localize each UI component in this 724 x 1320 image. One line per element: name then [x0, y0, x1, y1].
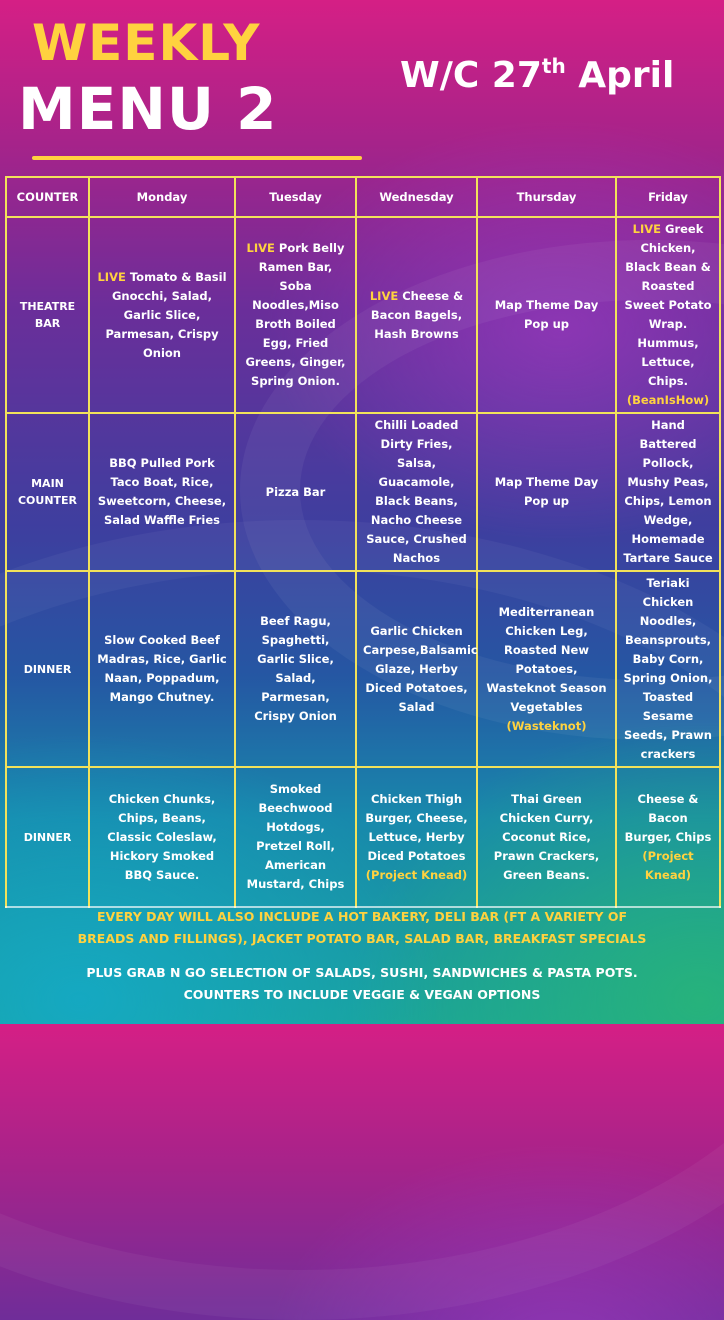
footer-line: COUNTERS TO INCLUDE VEGGIE & VEGAN OPTIONS — [183, 987, 541, 1002]
project-note: (Project Knead) — [365, 867, 468, 882]
cell-theatre-bar-friday: LIVE Greek Chicken, Black Bean & Roasted Sweet Potato Wrap. Hummus, Lettuce, Chips. (BeanIsHow) — [616, 217, 720, 413]
table-row — [6, 767, 720, 907]
cell-main-counter-thursday: Map Theme Day Pop up — [477, 413, 616, 571]
cell-theatre-bar-tuesday: LIVE Pork Belly Ramen Bar, Soba Noodles,Miso Broth Boiled Egg, Fried Greens, Ginger, Spring Onion. — [235, 217, 356, 413]
cell-main-counter-wednesday: Chilli Loaded Dirty Fries, Salsa, Guacamole, Black Beans, Nacho Cheese Sauce, Crushed Nachos — [356, 413, 477, 571]
live-tag: LIVE — [246, 241, 275, 255]
week-commencing — [400, 54, 675, 96]
cell-theatre-bar-monday: LIVE Tomato & Basil Gnocchi, Salad, Garlic Slice, Parmesan, Crispy Onion — [89, 217, 235, 413]
table-row — [6, 571, 720, 767]
column-header-tuesday: Tuesday — [235, 177, 356, 217]
week-ordinal: th — [541, 54, 566, 78]
column-header-thursday: Thursday — [477, 177, 616, 217]
cell-dinner2-thursday: Thai Green Chicken Curry, Coconut Rice, Prawn Crackers, Green Beans. — [477, 767, 616, 907]
column-header-wednesday: Wednesday — [356, 177, 477, 217]
cell-dinner-wednesday: Garlic Chicken Carpese,Balsamic Glaze, Herby Diced Potatoes, Salad — [356, 571, 477, 767]
week-date: W/C 27 — [400, 55, 542, 96]
cell-dinner-monday: Slow Cooked Beef Madras, Rice, Garlic Naan, Poppadum, Mango Chutney. — [89, 571, 235, 767]
header-row — [6, 177, 720, 217]
project-note: (Project Knead) — [642, 848, 694, 882]
week-month: April — [565, 55, 675, 96]
title-menu: MENU 2 — [18, 75, 278, 143]
menu-table — [5, 176, 721, 908]
table-row — [6, 413, 720, 571]
row-label-dinner: DINNER — [6, 571, 89, 767]
cell-dinner2-friday: Cheese & Bacon Burger, Chips (Project Knead) — [616, 767, 720, 907]
live-tag: LIVE — [369, 288, 399, 303]
title-underline — [32, 156, 362, 160]
cell-theatre-bar-thursday: Map Theme Day Pop up — [477, 217, 616, 413]
cell-dinner-thursday: Mediterranean Chicken Leg, Roasted New Potatoes, Wasteknot Season Vegetables (Wasteknot) — [477, 571, 616, 767]
footer-daily-offer — [0, 906, 724, 950]
footer-line: EVERY DAY WILL ALSO INCLUDE A HOT BAKERY, DELI BAR (FT A VARIETY OF — [97, 909, 627, 924]
cell-dinner2-wednesday: Chicken Thigh Burger, Cheese, Lettuce, Herby Diced Potatoes (Project Knead) — [356, 767, 477, 907]
row-label-main-counter: MAIN COUNTER — [6, 413, 89, 571]
live-tag: LIVE — [97, 269, 126, 284]
cell-theatre-bar-wednesday: LIVE Cheese & Bacon Bagels, Hash Browns — [356, 217, 477, 413]
column-header-friday: Friday — [616, 177, 720, 217]
cell-main-counter-monday: BBQ Pulled Pork Taco Boat, Rice, Sweetcorn, Cheese, Salad Waffle Fries — [89, 413, 235, 571]
footer-line: PLUS GRAB N GO SELECTION OF SALADS, SUSHI, SANDWICHES & PASTA POTS. — [86, 965, 638, 980]
project-note: (Wasteknot) — [506, 718, 587, 733]
cell-dinner2-tuesday: Smoked Beechwood Hotdogs, Pretzel Roll, American Mustard, Chips — [235, 767, 356, 907]
column-header-monday: Monday — [89, 177, 235, 217]
column-header-counter: COUNTER — [6, 177, 89, 217]
table-row — [6, 217, 720, 413]
row-label-theatre-bar: THEATRE BAR — [6, 217, 89, 413]
footer-line: BREADS AND FILLINGS), JACKET POTATO BAR, SALAD BAR, BREAKFAST SPECIALS — [77, 931, 647, 946]
cell-main-counter-friday: Hand Battered Pollock, Mushy Peas, Chips, Lemon Wedge, Homemade Tartare Sauce — [616, 413, 720, 571]
footer-grab-n-go — [0, 962, 724, 1006]
project-note: (BeanIsHow) — [626, 393, 710, 407]
cell-main-counter-tuesday: Pizza Bar — [235, 413, 356, 571]
cell-dinner-tuesday: Beef Ragu, Spaghetti, Garlic Slice, Salad, Parmesan, Crispy Onion — [235, 571, 356, 767]
title-weekly: WEEKLY — [32, 14, 261, 72]
cell-dinner2-monday: Chicken Chunks, Chips, Beans, Classic Coleslaw, Hickory Smoked BBQ Sauce. — [89, 767, 235, 907]
cell-dinner-friday: Teriaki Chicken Noodles, Beansprouts, Baby Corn, Spring Onion, Toasted Sesame Seeds, Prawn crackers — [616, 571, 720, 767]
live-tag: LIVE — [632, 222, 661, 236]
row-label-dinner-2: DINNER — [6, 767, 89, 907]
